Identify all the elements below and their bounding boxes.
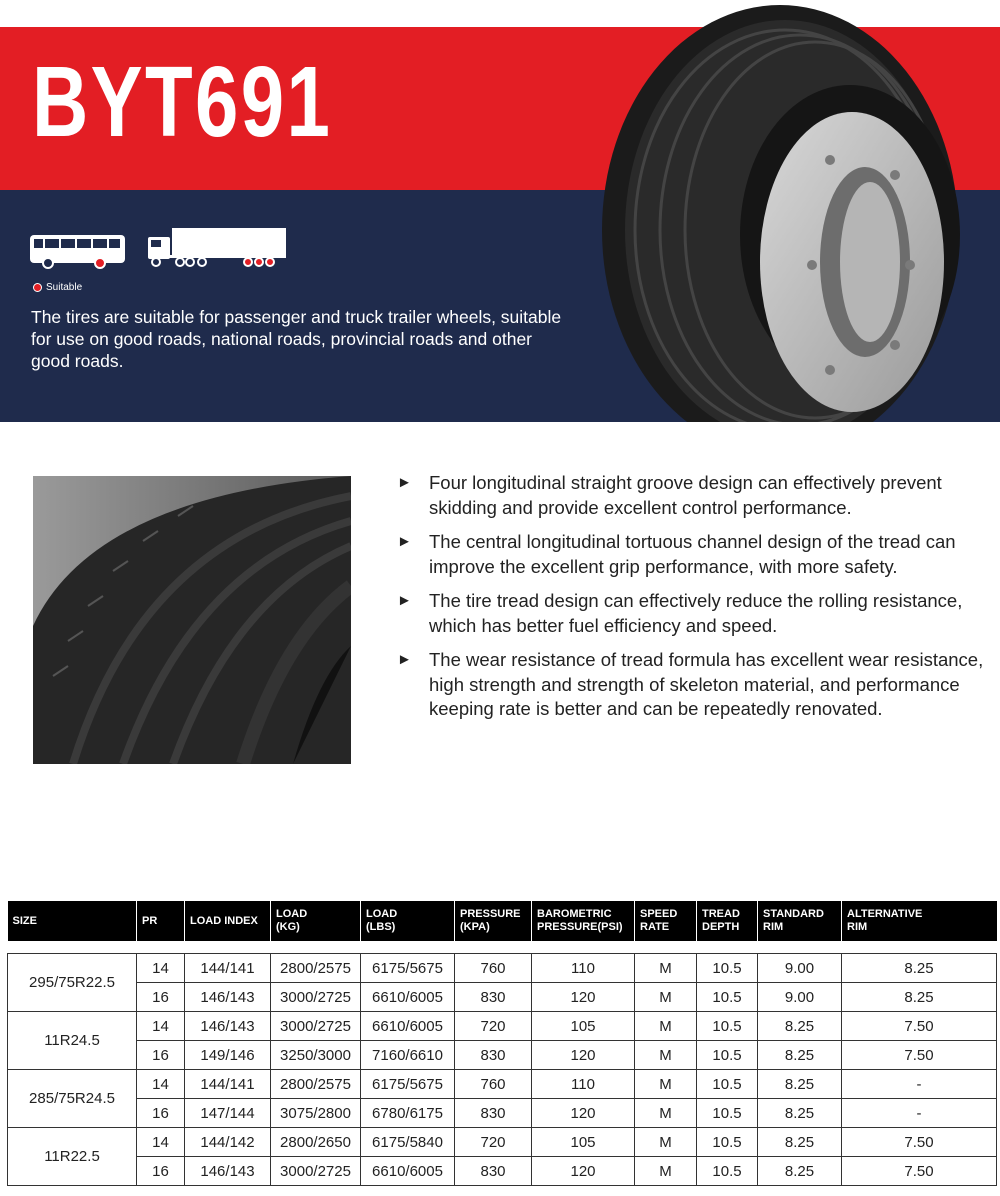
truck-trailer-icon <box>148 228 286 266</box>
table-cell: 6780/6175 <box>361 1099 455 1128</box>
table-cell: 720 <box>455 1128 532 1157</box>
table-cell: 9.00 <box>758 983 842 1012</box>
feature-text: The wear resistance of tread formula has excellent wear resistance, high strength and strength of skeleton material, and performance keeping rate is better and can be repeatedly renovated. <box>429 649 984 719</box>
table-cell: 16 <box>137 983 185 1012</box>
table-cell: 16 <box>137 1157 185 1186</box>
table-row <box>8 1157 997 1186</box>
size-cell: 295/75R22.5 <box>8 954 137 1012</box>
table-cell: 830 <box>455 1157 532 1186</box>
table-cell: 7.50 <box>842 1128 997 1157</box>
table-cell: 6175/5675 <box>361 954 455 983</box>
feature-item <box>397 530 997 579</box>
table-cell: 3000/2725 <box>271 1012 361 1041</box>
table-cell: 720 <box>455 1012 532 1041</box>
table-header-row <box>8 901 997 941</box>
table-cell: 2800/2650 <box>271 1128 361 1157</box>
table-cell: 8.25 <box>758 1070 842 1099</box>
bus-icon <box>30 235 125 268</box>
table-cell: M <box>635 1041 697 1070</box>
table-cell: M <box>635 983 697 1012</box>
feature-item <box>397 648 997 722</box>
table-cell: 8.25 <box>758 1041 842 1070</box>
table-cell: 3000/2725 <box>271 1157 361 1186</box>
table-cell: 144/141 <box>185 1070 271 1099</box>
table-cell: 7.50 <box>842 1157 997 1186</box>
table-cell: 120 <box>532 1157 635 1186</box>
header-alternative-rim: ALTERNATIVE RIM <box>842 901 997 941</box>
table-row <box>8 1070 997 1099</box>
table-cell: 7.50 <box>842 1012 997 1041</box>
table-cell: M <box>635 1099 697 1128</box>
table-row <box>8 1128 997 1157</box>
table-cell: 146/143 <box>185 1157 271 1186</box>
header-pr: PR <box>137 901 185 941</box>
table-cell: 830 <box>455 1041 532 1070</box>
feature-text: Four longitudinal straight groove design can effectively prevent skidding and provide excellent control performance. <box>429 472 942 518</box>
table-cell: - <box>842 1070 997 1099</box>
table-cell: 14 <box>137 954 185 983</box>
header-standard-rim: STANDARD RIM <box>758 901 842 941</box>
size-cell: 285/75R24.5 <box>8 1070 137 1128</box>
table-cell: 149/146 <box>185 1041 271 1070</box>
vehicle-icons <box>30 225 290 270</box>
hero-description: The tires are suitable for passenger and truck trailer wheels, suitable for use on good roads, national roads, provincial roads and other good roads. <box>31 307 562 371</box>
header-load-lbs: LOAD (LBS) <box>361 901 455 941</box>
tire-wheel-image <box>590 0 960 422</box>
table-cell: 120 <box>532 1099 635 1128</box>
feature-item <box>397 471 997 520</box>
header-load-index: LOAD INDEX <box>185 901 271 941</box>
table-cell: 8.25 <box>842 983 997 1012</box>
suitable-dot-icon <box>33 283 42 292</box>
table-cell: 146/143 <box>185 983 271 1012</box>
table-cell: 10.5 <box>697 1012 758 1041</box>
table-cell: 7160/6610 <box>361 1041 455 1070</box>
table-cell: 9.00 <box>758 954 842 983</box>
table-row <box>8 954 997 983</box>
table-cell: 120 <box>532 1041 635 1070</box>
tread-closeup-image <box>33 476 351 764</box>
header-size: SIZE <box>8 901 137 941</box>
table-cell: 8.25 <box>758 1128 842 1157</box>
header-tread-depth: TREAD DEPTH <box>697 901 758 941</box>
table-cell: M <box>635 954 697 983</box>
table-cell: 10.5 <box>697 1157 758 1186</box>
table-cell: 144/142 <box>185 1128 271 1157</box>
table-cell: M <box>635 1012 697 1041</box>
feature-list <box>397 471 997 732</box>
size-cell: 11R24.5 <box>8 1012 137 1070</box>
table-cell: 830 <box>455 1099 532 1128</box>
size-cell: 11R22.5 <box>8 1128 137 1186</box>
table-cell: 16 <box>137 1041 185 1070</box>
table-cell: 3000/2725 <box>271 983 361 1012</box>
table-cell: 14 <box>137 1128 185 1157</box>
table-cell: 10.5 <box>697 983 758 1012</box>
suitable-legend <box>33 282 82 293</box>
header-barometric: BAROMETRIC PRESSURE(PSI) <box>532 901 635 941</box>
model-title: BYT691 <box>32 46 333 158</box>
table-cell: 760 <box>455 1070 532 1099</box>
table-cell: 10.5 <box>697 954 758 983</box>
table-cell: 144/141 <box>185 954 271 983</box>
arrow-right-icon: ► <box>397 533 412 550</box>
spec-table <box>7 901 997 1186</box>
table-cell: 830 <box>455 983 532 1012</box>
table-cell: 3250/3000 <box>271 1041 361 1070</box>
table-cell: M <box>635 1157 697 1186</box>
table-cell: 3075/2800 <box>271 1099 361 1128</box>
table-cell: - <box>842 1099 997 1128</box>
table-cell: 10.5 <box>697 1099 758 1128</box>
feature-text: The central longitudinal tortuous channel design of the tread can improve the excellent grip performance, with more safety. <box>429 531 956 577</box>
table-cell: 7.50 <box>842 1041 997 1070</box>
table-body <box>8 941 997 1186</box>
suitable-label: Suitable <box>46 282 83 293</box>
table-cell: M <box>635 1128 697 1157</box>
table-cell: 10.5 <box>697 1128 758 1157</box>
table-cell: 6610/6005 <box>361 1012 455 1041</box>
table-cell: 105 <box>532 1012 635 1041</box>
table-cell: 8.25 <box>758 1099 842 1128</box>
table-cell: 120 <box>532 983 635 1012</box>
table-cell: 8.25 <box>758 1012 842 1041</box>
arrow-right-icon: ► <box>397 592 412 609</box>
table-cell: 8.25 <box>758 1157 842 1186</box>
header-pressure: PRESSURE (KPA) <box>455 901 532 941</box>
table-cell: 6610/6005 <box>361 1157 455 1186</box>
header-load-kg: LOAD (KG) <box>271 901 361 941</box>
table-cell: 6610/6005 <box>361 983 455 1012</box>
table-row <box>8 983 997 1012</box>
table-cell: 10.5 <box>697 1070 758 1099</box>
feature-item <box>397 589 997 638</box>
table-row <box>8 1012 997 1041</box>
table-cell: 8.25 <box>842 954 997 983</box>
arrow-right-icon: ► <box>397 474 412 491</box>
table-cell: 110 <box>532 1070 635 1099</box>
table-cell: 147/144 <box>185 1099 271 1128</box>
table-cell: 2800/2575 <box>271 1070 361 1099</box>
feature-text: The tire tread design can effectively reduce the rolling resistance, which has better fuel efficiency and speed. <box>429 590 963 636</box>
table-cell: 14 <box>137 1070 185 1099</box>
table-cell: 14 <box>137 1012 185 1041</box>
table-cell: 105 <box>532 1128 635 1157</box>
table-cell: 760 <box>455 954 532 983</box>
table-cell: 6175/5840 <box>361 1128 455 1157</box>
table-cell: 2800/2575 <box>271 954 361 983</box>
table-row <box>8 1099 997 1128</box>
table-row <box>8 1041 997 1070</box>
hero-banner <box>0 0 1000 422</box>
table-cell: M <box>635 1070 697 1099</box>
arrow-right-icon: ► <box>397 651 412 668</box>
table-cell: 146/143 <box>185 1012 271 1041</box>
table-cell: 16 <box>137 1099 185 1128</box>
table-cell: 6175/5675 <box>361 1070 455 1099</box>
table-cell: 110 <box>532 954 635 983</box>
header-speed-rate: SPEED RATE <box>635 901 697 941</box>
table-cell: 10.5 <box>697 1041 758 1070</box>
